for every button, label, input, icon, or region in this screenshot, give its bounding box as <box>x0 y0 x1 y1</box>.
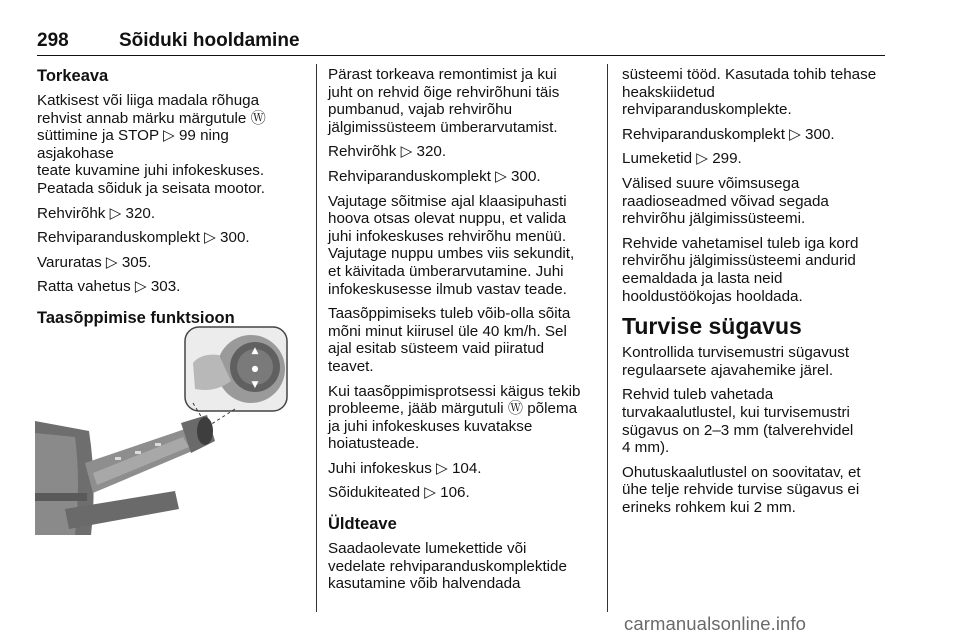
watermark: carmanualsonline.info <box>624 613 807 634</box>
cross-reference[interactable]: Sõidukiteated ▷ 106. <box>328 484 470 502</box>
paragraph: Rehvide vahetamisel tuleb iga kord rehvirõhu jälgimissüsteemi andurid eemaldada ja lasta neid hooldustöökojas hooldada. <box>622 234 859 305</box>
paragraph: Rehvid tuleb vahetada turvakaalutlustel, kui turvisemustri sügavus on 2–3 mm (talverehvidel 4 mm). <box>622 386 854 457</box>
column-divider-2 <box>607 64 608 612</box>
cross-reference[interactable]: Rehviparanduskomplekt ▷ 300. <box>622 125 835 143</box>
paragraph: Välised suure võimsusega raadioseadmed võivad segada rehvirõhu jälgimissüsteemi. <box>622 174 829 228</box>
cross-reference[interactable]: Varuratas ▷ 305. <box>37 253 152 271</box>
heading-torkeava: Torkeava <box>37 67 109 85</box>
svg-text:▼: ▼ <box>251 380 259 390</box>
svg-text:▲: ▲ <box>251 346 259 356</box>
cross-reference[interactable]: Rehviparanduskomplekt ▷ 300. <box>37 229 250 247</box>
cross-reference[interactable]: Rehviparanduskomplekt ▷ 300. <box>328 167 541 185</box>
paragraph: Ohutuskaalutlustel on soovitatav, et ühe telje rehvide turvise sügavus ei erineks rohkem kui 2 mm. <box>622 463 861 516</box>
paragraph: Katkisest või liiga madala rõhuga rehvist annab märku märgutule Ⓦ süttimine ja STOP ▷ 99 ning asjakohase teate kuvamine juhi infokeskuses. Peatada sõiduk ja seisata mootor. <box>37 92 266 197</box>
paragraph: Vajutage sõitmise ajal klaasipuhasti hoova otsas olevat nuppu, et valida juhi infokeskuses rehvirõhu menüü. Vajutage nuppu umbes viis sekundit, et käivitada ümberarvutamine. Juhi infokeskusesse ilmub vastav teade. <box>328 192 575 298</box>
wiper-stalk-illustration <box>35 323 295 535</box>
heading-turvise-sugavus: Turvise sügavus <box>622 313 802 340</box>
section-title: Sõiduki hooldamine <box>119 30 300 51</box>
heading-taasoppimise: Taasõppimise funktsioon <box>37 308 235 327</box>
paragraph: Kontrollida turvisemustri sügavust regulaarsete ajavahemike järel. <box>622 344 850 379</box>
column-3 <box>622 66 888 523</box>
page-number: 298 <box>37 30 69 51</box>
heading-uldteave: Üldteave <box>328 515 397 534</box>
column-1 <box>37 66 309 334</box>
header-rule <box>37 55 885 56</box>
column-divider-1 <box>316 64 317 612</box>
svg-text:●: ● <box>251 364 259 373</box>
cross-reference[interactable]: Rehvirõhk ▷ 320. <box>328 143 447 161</box>
page-header <box>37 30 885 52</box>
cross-reference[interactable]: Rehvirõhk ▷ 320. <box>37 204 156 222</box>
column-2 <box>328 66 594 600</box>
cross-reference[interactable]: Juhi infokeskus ▷ 104. <box>328 459 482 477</box>
paragraph: Kui taasõppimisprotsessi käigus tekib probleeme, jääb märgutuli Ⓦ põlema ja juhi infokeskuses kuvatakse hoiatusteade. <box>328 382 581 453</box>
cross-reference[interactable]: Lumeketid ▷ 299. <box>622 150 742 168</box>
paragraph: süsteemi tööd. Kasutada tohib tehase heakskiidetud rehviparanduskomplekte. <box>622 66 877 119</box>
paragraph: Saadaolevate lumekettide või vedelate rehviparanduskomplektide kasutamine võib halvendada <box>328 540 567 593</box>
paragraph: Pärast torkeava remontimist ja kui juht on rehvid õige rehvirõhuni täis pumbanud, vajab rehvirõhu jälgimissüsteem ümberarvutamist. <box>328 66 560 136</box>
cross-reference[interactable]: Ratta vahetus ▷ 303. <box>37 278 181 296</box>
paragraph: Taasõppimiseks tuleb võib-olla sõita mõni minut kiirusel üle 40 km/h. Sel ajal esitab süsteem vaid piiratud teavet. <box>328 305 571 375</box>
